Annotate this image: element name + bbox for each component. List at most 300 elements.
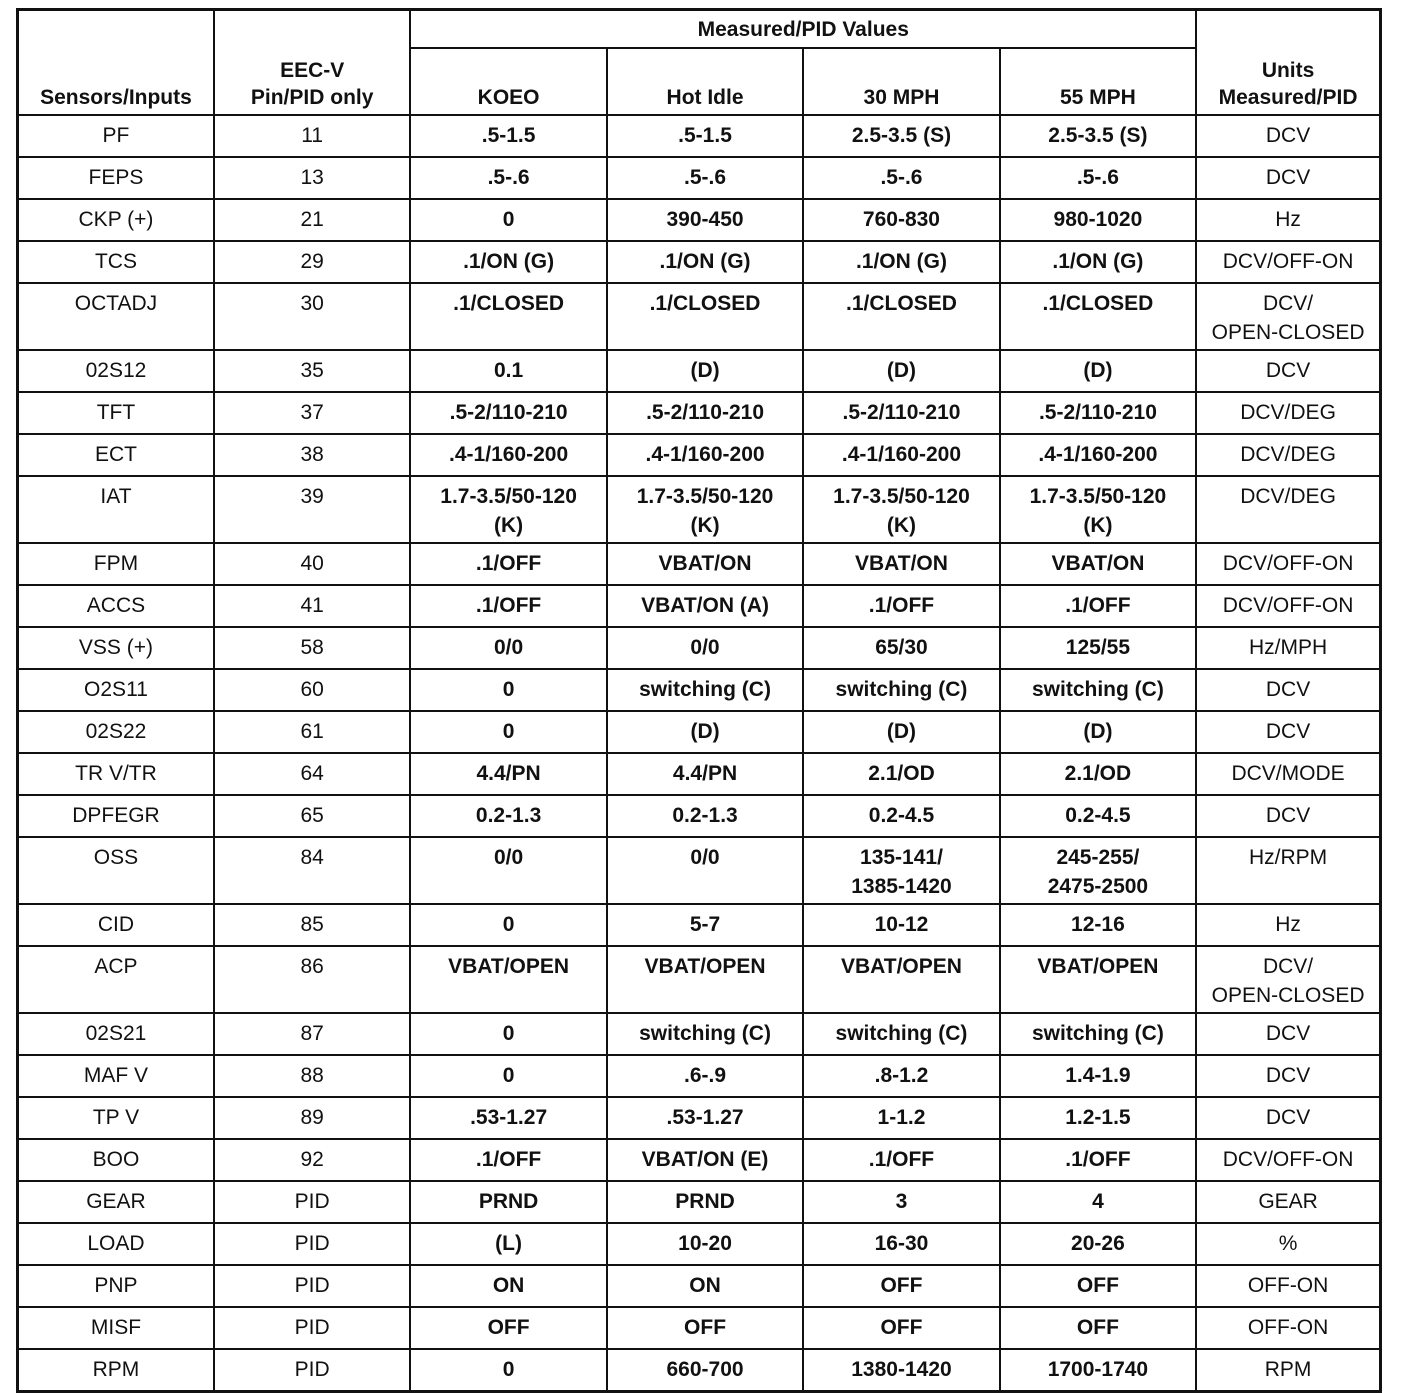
cell-koeo-line: (L) — [495, 1232, 522, 1255]
cell-pin: 92 — [214, 1139, 410, 1181]
cell-hot-idle — [607, 392, 803, 434]
cell-units-line: OPEN-CLOSED — [1211, 321, 1365, 344]
cell-koeo — [410, 1097, 606, 1139]
cell-pin: PID — [214, 1223, 410, 1265]
cell-30-mph — [803, 946, 999, 1013]
cell-30-mph — [803, 1307, 999, 1349]
cell-55-mph-line: VBAT/OPEN — [1037, 955, 1159, 978]
cell-koeo — [410, 283, 606, 350]
cell-30-mph-line: .1/ON (G) — [855, 250, 947, 273]
table-row — [18, 283, 1381, 350]
header-eec-pin-line1: EEC-V — [280, 59, 345, 82]
cell-units — [1196, 1265, 1380, 1307]
cell-hot-idle-line: (K) — [690, 514, 720, 537]
cell-sensor: 02S12 — [18, 350, 214, 392]
cell-hot-idle-line: .5-.6 — [684, 166, 727, 189]
cell-hot-idle-line: 0/0 — [690, 636, 720, 659]
cell-hot-idle — [607, 241, 803, 283]
cell-55-mph-line: 125/55 — [1065, 636, 1131, 659]
cell-55-mph — [1000, 837, 1196, 904]
cell-hot-idle — [607, 1349, 803, 1392]
cell-55-mph-line: 2475-2500 — [1047, 875, 1149, 898]
cell-30-mph — [803, 241, 999, 283]
cell-30-mph-line: 135-141/ — [860, 846, 943, 869]
cell-55-mph-line: (K) — [1083, 514, 1113, 537]
cell-30-mph-line: 760-830 — [862, 208, 940, 231]
cell-pin: 41 — [214, 585, 410, 627]
cell-koeo — [410, 669, 606, 711]
cell-koeo-line: .1/CLOSED — [453, 292, 565, 315]
cell-55-mph — [1000, 627, 1196, 669]
cell-sensor: IAT — [18, 476, 214, 543]
cell-hot-idle — [607, 199, 803, 241]
cell-koeo — [410, 711, 606, 753]
cell-hot-idle-line: 5-7 — [689, 913, 721, 936]
cell-units-line: DCV — [1265, 804, 1311, 827]
cell-units — [1196, 946, 1380, 1013]
table-row — [18, 476, 1381, 543]
cell-55-mph-line: switching (C) — [1032, 678, 1164, 701]
cell-units — [1196, 350, 1380, 392]
cell-koeo-line: .1/OFF — [475, 552, 542, 575]
cell-55-mph — [1000, 1013, 1196, 1055]
cell-hot-idle — [607, 669, 803, 711]
cell-hot-idle-line: (D) — [690, 720, 720, 743]
cell-koeo — [410, 837, 606, 904]
cell-units-line: Hz — [1275, 208, 1301, 231]
cell-units — [1196, 585, 1380, 627]
cell-units — [1196, 1181, 1380, 1223]
cell-hot-idle-line: (D) — [690, 359, 720, 382]
cell-units — [1196, 1307, 1380, 1349]
cell-55-mph-line: 245-255/ — [1056, 846, 1140, 869]
cell-units — [1196, 115, 1380, 157]
header-units-line2: Measured/PID — [1218, 86, 1358, 109]
cell-units-line: GEAR — [1258, 1190, 1318, 1213]
cell-units-line: DCV — [1265, 720, 1311, 743]
cell-pin: 35 — [214, 350, 410, 392]
cell-55-mph — [1000, 1181, 1196, 1223]
cell-sensor: RPM — [18, 1349, 214, 1392]
cell-55-mph — [1000, 1307, 1196, 1349]
table-row — [18, 904, 1381, 946]
cell-units-line: DCV — [1265, 359, 1311, 382]
cell-pin: PID — [214, 1265, 410, 1307]
cell-hot-idle-line: switching (C) — [639, 678, 771, 701]
cell-koeo — [410, 585, 606, 627]
cell-30-mph — [803, 350, 999, 392]
cell-koeo-line: OFF — [487, 1316, 530, 1339]
cell-55-mph — [1000, 241, 1196, 283]
table-row — [18, 1055, 1381, 1097]
cell-30-mph — [803, 1181, 999, 1223]
cell-pin: 21 — [214, 199, 410, 241]
cell-koeo — [410, 1265, 606, 1307]
cell-30-mph — [803, 904, 999, 946]
table-row — [18, 115, 1381, 157]
cell-55-mph-line: 1.7-3.5/50-120 — [1029, 485, 1167, 508]
cell-units — [1196, 1013, 1380, 1055]
cell-30-mph-line: (K) — [886, 514, 917, 537]
cell-pin: 58 — [214, 627, 410, 669]
cell-hot-idle — [607, 283, 803, 350]
cell-55-mph-line: .1/ON (G) — [1052, 250, 1144, 273]
cell-units — [1196, 669, 1380, 711]
cell-30-mph-line: 1.7-3.5/50-120 — [833, 485, 970, 508]
cell-units — [1196, 241, 1380, 283]
cell-pin: 39 — [214, 476, 410, 543]
cell-pin: 61 — [214, 711, 410, 753]
cell-koeo-line: 0.1 — [493, 359, 524, 382]
cell-30-mph — [803, 199, 999, 241]
cell-30-mph-line: VBAT/ON — [854, 552, 948, 575]
pid-values-sheet — [16, 8, 1382, 1393]
cell-koeo — [410, 199, 606, 241]
table-row — [18, 543, 1381, 585]
cell-koeo — [410, 1013, 606, 1055]
cell-30-mph-line: .5-2/110-210 — [842, 401, 961, 424]
cell-koeo — [410, 627, 606, 669]
cell-hot-idle — [607, 476, 803, 543]
cell-hot-idle-line: .5-2/110-210 — [646, 401, 764, 424]
cell-hot-idle-line: PRND — [675, 1190, 735, 1213]
cell-units-line: Hz — [1275, 913, 1301, 936]
cell-koeo-line: .5-1.5 — [481, 124, 536, 147]
cell-pin: PID — [214, 1307, 410, 1349]
cell-55-mph — [1000, 476, 1196, 543]
cell-30-mph-line: 3 — [895, 1190, 908, 1213]
cell-units — [1196, 627, 1380, 669]
cell-units — [1196, 157, 1380, 199]
header-sensors-inputs: Sensors/Inputs — [18, 10, 214, 116]
cell-55-mph-line: 2.5-3.5 (S) — [1048, 124, 1148, 147]
cell-30-mph-line: 2.1/OD — [868, 762, 935, 785]
cell-30-mph — [803, 1097, 999, 1139]
cell-hot-idle — [607, 837, 803, 904]
cell-koeo-line: 0 — [502, 1358, 515, 1381]
cell-sensor: TFT — [18, 392, 214, 434]
cell-hot-idle — [607, 1181, 803, 1223]
table-body — [18, 115, 1381, 1392]
cell-30-mph-line: OFF — [880, 1316, 923, 1339]
cell-sensor: DPFEGR — [18, 795, 214, 837]
cell-30-mph — [803, 434, 999, 476]
cell-pin: PID — [214, 1181, 410, 1223]
cell-units — [1196, 1139, 1380, 1181]
cell-55-mph — [1000, 904, 1196, 946]
cell-sensor: TCS — [18, 241, 214, 283]
cell-55-mph-line: 980-1020 — [1053, 208, 1143, 231]
cell-units-line: DCV — [1265, 124, 1311, 147]
cell-hot-idle — [607, 627, 803, 669]
cell-hot-idle-line: VBAT/ON (A) — [641, 594, 769, 617]
cell-hot-idle — [607, 946, 803, 1013]
cell-sensor: ACCS — [18, 585, 214, 627]
cell-koeo-line: 4.4/PN — [476, 762, 541, 785]
cell-koeo — [410, 1181, 606, 1223]
cell-koeo-line: 0 — [502, 913, 515, 936]
cell-hot-idle — [607, 795, 803, 837]
table-row — [18, 837, 1381, 904]
pid-values-table — [16, 8, 1382, 1393]
cell-koeo-line: 0 — [502, 678, 515, 701]
table-row — [18, 795, 1381, 837]
cell-55-mph-line: 1700-1740 — [1047, 1358, 1149, 1381]
cell-koeo-line: ON — [492, 1274, 525, 1297]
cell-55-mph — [1000, 795, 1196, 837]
cell-55-mph — [1000, 946, 1196, 1013]
cell-koeo — [410, 1307, 606, 1349]
cell-30-mph — [803, 392, 999, 434]
cell-koeo-line: .5-.6 — [487, 166, 530, 189]
cell-55-mph — [1000, 1055, 1196, 1097]
cell-units — [1196, 904, 1380, 946]
table-row — [18, 1097, 1381, 1139]
cell-koeo — [410, 795, 606, 837]
cell-units-line: DCV/DEG — [1240, 443, 1336, 466]
cell-pin: 88 — [214, 1055, 410, 1097]
cell-55-mph-line: .1/CLOSED — [1042, 292, 1154, 315]
cell-30-mph-line: switching (C) — [835, 1022, 968, 1045]
cell-30-mph-line: 16-30 — [874, 1232, 929, 1255]
cell-units-line: DCV — [1265, 678, 1311, 701]
cell-55-mph — [1000, 1265, 1196, 1307]
cell-koeo — [410, 1139, 606, 1181]
cell-koeo-line: VBAT/OPEN — [448, 955, 570, 978]
cell-units — [1196, 199, 1380, 241]
cell-pin: 38 — [214, 434, 410, 476]
header-units — [1196, 10, 1380, 116]
cell-pin: 11 — [214, 115, 410, 157]
table-row — [18, 157, 1381, 199]
table-row — [18, 1349, 1381, 1392]
cell-koeo — [410, 157, 606, 199]
cell-hot-idle-line: 390-450 — [666, 208, 744, 231]
cell-koeo — [410, 115, 606, 157]
cell-55-mph — [1000, 1223, 1196, 1265]
cell-hot-idle — [607, 1139, 803, 1181]
cell-55-mph-line: 1.4-1.9 — [1065, 1064, 1131, 1087]
cell-units-line: OPEN-CLOSED — [1211, 984, 1365, 1007]
cell-units-line: DCV — [1265, 1064, 1311, 1087]
cell-koeo-line: .4-1/160-200 — [449, 443, 569, 466]
cell-hot-idle — [607, 1013, 803, 1055]
cell-30-mph-line: .1/OFF — [868, 594, 935, 617]
cell-koeo — [410, 392, 606, 434]
cell-55-mph — [1000, 1349, 1196, 1392]
cell-koeo — [410, 753, 606, 795]
cell-units-line: DCV/ — [1262, 955, 1314, 978]
cell-30-mph — [803, 627, 999, 669]
cell-koeo-line: 1.7-3.5/50-120 — [440, 485, 577, 508]
cell-30-mph-line: switching (C) — [835, 678, 968, 701]
table-row — [18, 1181, 1381, 1223]
cell-55-mph-line: 4 — [1092, 1190, 1104, 1213]
cell-55-mph — [1000, 753, 1196, 795]
cell-55-mph-line: 0.2-4.5 — [1065, 804, 1131, 827]
table-header — [18, 10, 1381, 116]
cell-units-line: Hz/RPM — [1248, 846, 1328, 869]
cell-sensor: CID — [18, 904, 214, 946]
cell-sensor: FPM — [18, 543, 214, 585]
cell-pin: 84 — [214, 837, 410, 904]
cell-pin: 65 — [214, 795, 410, 837]
cell-30-mph — [803, 157, 999, 199]
cell-hot-idle-line: ON — [689, 1274, 721, 1297]
header-measured-pid-values: Measured/PID Values — [410, 10, 1196, 49]
cell-hot-idle — [607, 711, 803, 753]
cell-pin: 86 — [214, 946, 410, 1013]
cell-units — [1196, 283, 1380, 350]
cell-55-mph — [1000, 157, 1196, 199]
table-row — [18, 392, 1381, 434]
header-55-mph: 55 MPH — [1000, 48, 1196, 115]
cell-koeo — [410, 241, 606, 283]
table-row — [18, 1223, 1381, 1265]
table-row — [18, 350, 1381, 392]
cell-55-mph-line: 2.1/OD — [1064, 762, 1132, 785]
cell-30-mph-line: 2.5-3.5 (S) — [851, 124, 952, 147]
cell-55-mph-line: .5-.6 — [1076, 166, 1119, 189]
cell-pin: 64 — [214, 753, 410, 795]
cell-koeo — [410, 434, 606, 476]
table-row — [18, 711, 1381, 753]
header-eec-pin-line2: Pin/PID only — [250, 86, 374, 109]
cell-koeo-line: 0 — [502, 1064, 515, 1087]
cell-hot-idle — [607, 350, 803, 392]
cell-hot-idle-line: .53-1.27 — [666, 1106, 744, 1129]
cell-30-mph — [803, 585, 999, 627]
cell-hot-idle — [607, 1265, 803, 1307]
cell-30-mph — [803, 1349, 999, 1392]
cell-units-line: DCV — [1265, 1106, 1311, 1129]
cell-hot-idle — [607, 1097, 803, 1139]
cell-pin: 37 — [214, 392, 410, 434]
header-hot-idle: Hot Idle — [607, 48, 803, 115]
cell-55-mph — [1000, 199, 1196, 241]
cell-55-mph-line: .1/OFF — [1065, 594, 1131, 617]
cell-units-line: DCV/MODE — [1231, 762, 1345, 785]
cell-units-line: DCV/DEG — [1240, 401, 1336, 424]
cell-sensor: TP V — [18, 1097, 214, 1139]
cell-sensor: FEPS — [18, 157, 214, 199]
cell-hot-idle-line: VBAT/OPEN — [644, 955, 766, 978]
cell-30-mph — [803, 115, 999, 157]
cell-30-mph-line: (D) — [886, 720, 917, 743]
cell-55-mph — [1000, 283, 1196, 350]
cell-30-mph — [803, 795, 999, 837]
cell-units — [1196, 795, 1380, 837]
cell-55-mph — [1000, 1097, 1196, 1139]
cell-koeo-line: 0 — [502, 720, 515, 743]
cell-55-mph-line: VBAT/ON — [1051, 552, 1145, 575]
cell-hot-idle — [607, 1307, 803, 1349]
cell-koeo — [410, 543, 606, 585]
cell-30-mph-line: 1-1.2 — [877, 1106, 926, 1129]
cell-hot-idle — [607, 1055, 803, 1097]
cell-hot-idle-line: 4.4/PN — [672, 762, 738, 785]
cell-pin: 87 — [214, 1013, 410, 1055]
cell-sensor: OCTADJ — [18, 283, 214, 350]
cell-sensor: CKP (+) — [18, 199, 214, 241]
cell-30-mph-line: .1/CLOSED — [846, 292, 957, 315]
cell-koeo-line: PRND — [478, 1190, 539, 1213]
cell-sensor: PF — [18, 115, 214, 157]
cell-30-mph-line: (D) — [886, 359, 917, 382]
cell-units — [1196, 1349, 1380, 1392]
cell-hot-idle-line: 10-20 — [678, 1232, 732, 1255]
cell-30-mph-line: 1385-1420 — [851, 875, 952, 898]
cell-pin: 85 — [214, 904, 410, 946]
cell-sensor: BOO — [18, 1139, 214, 1181]
cell-units-line: Hz/MPH — [1248, 636, 1328, 659]
cell-pin: 89 — [214, 1097, 410, 1139]
cell-30-mph — [803, 1055, 999, 1097]
table-row — [18, 241, 1381, 283]
cell-hot-idle-line: switching (C) — [639, 1022, 771, 1045]
cell-koeo-line: .1/OFF — [475, 594, 542, 617]
table-row — [18, 585, 1381, 627]
cell-units — [1196, 837, 1380, 904]
cell-hot-idle-line: OFF — [684, 1316, 727, 1339]
cell-pin: 40 — [214, 543, 410, 585]
cell-sensor: TR V/TR — [18, 753, 214, 795]
cell-koeo-line: 0/0 — [493, 846, 524, 869]
cell-units — [1196, 543, 1380, 585]
cell-units-line: % — [1278, 1232, 1298, 1255]
table-row — [18, 1265, 1381, 1307]
cell-sensor: MAF V — [18, 1055, 214, 1097]
cell-30-mph-line: .4-1/160-200 — [841, 443, 962, 466]
cell-sensor: ECT — [18, 434, 214, 476]
cell-pin: 60 — [214, 669, 410, 711]
table-row — [18, 199, 1381, 241]
cell-hot-idle-line: VBAT/ON (E) — [641, 1148, 769, 1171]
cell-55-mph-line: switching (C) — [1032, 1022, 1164, 1045]
cell-30-mph-line: VBAT/OPEN — [840, 955, 962, 978]
cell-hot-idle-line: 1.7-3.5/50-120 — [636, 485, 774, 508]
table-row — [18, 434, 1381, 476]
cell-30-mph — [803, 753, 999, 795]
cell-30-mph-line: OFF — [880, 1274, 923, 1297]
cell-units — [1196, 1097, 1380, 1139]
cell-hot-idle — [607, 115, 803, 157]
header-30-mph: 30 MPH — [803, 48, 999, 115]
cell-30-mph-line: 1380-1420 — [851, 1358, 952, 1381]
cell-koeo-line: 0/0 — [493, 636, 524, 659]
header-eec-pin — [214, 10, 410, 116]
cell-sensor: VSS (+) — [18, 627, 214, 669]
cell-sensor: PNP — [18, 1265, 214, 1307]
cell-hot-idle-line: 0.2-1.3 — [672, 804, 738, 827]
cell-hot-idle — [607, 434, 803, 476]
cell-pin: 29 — [214, 241, 410, 283]
cell-units — [1196, 476, 1380, 543]
table-row — [18, 1307, 1381, 1349]
cell-55-mph-line: OFF — [1076, 1316, 1119, 1339]
cell-units — [1196, 711, 1380, 753]
cell-55-mph-line: (D) — [1083, 720, 1113, 743]
cell-55-mph — [1000, 392, 1196, 434]
cell-hot-idle — [607, 904, 803, 946]
cell-koeo — [410, 476, 606, 543]
cell-koeo — [410, 1349, 606, 1392]
table-row — [18, 753, 1381, 795]
cell-30-mph — [803, 837, 999, 904]
cell-30-mph — [803, 711, 999, 753]
cell-units-line: DCV/OFF-ON — [1222, 552, 1354, 575]
cell-sensor: GEAR — [18, 1181, 214, 1223]
